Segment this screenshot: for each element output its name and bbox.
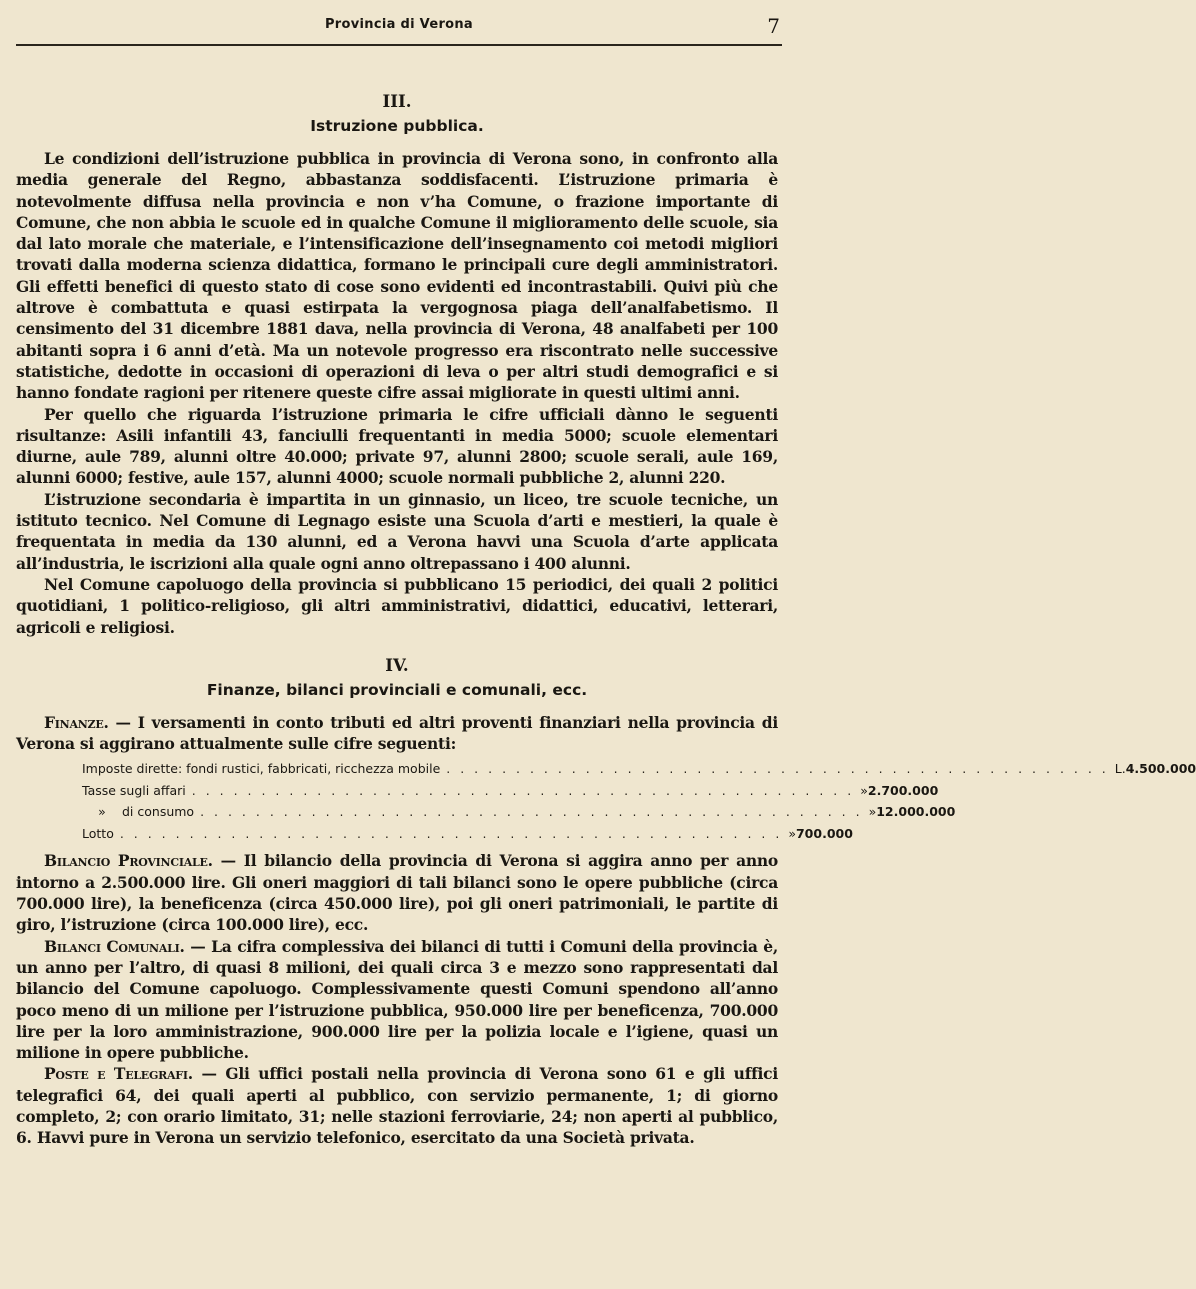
poste-telegrafi-lead: Poste e Telegrafi. <box>44 1064 193 1084</box>
finance-row <box>82 801 956 823</box>
finance-row-amount: 700.000 <box>795 825 853 841</box>
ditto-mark: » <box>98 804 106 820</box>
finance-row-unit: » <box>860 782 868 798</box>
poste-telegrafi-text: — Gli uffici postali nella provincia di Verona sono 61 e gli uffici telegrafici 64, dei quali aperti al pubblico, con servizio permanente, 1; di giorno completo, 2; con orario limitato, 31; nelle stazioni ferroviarie, 24; non aperti al pubblico, 6. Havvi pure in Verona un servizio telefonico, esercitato da una Società privata. <box>16 1064 778 1148</box>
page-number: 7 <box>767 14 780 38</box>
paragraph-poste-telegrafi <box>16 1063 778 1148</box>
paragraph-istruzione-3: L’istruzione secondaria è impartita in un ginnasio, un liceo, tre scuole tecniche, un istituto tecnico. Nel Comune di Legnago esiste una Scuola d’arti e mestieri, la quale è frequentata in media da 130 alunni, ed a Verona havvi una Scuola d’arte applicata all’industria, le iscrizioni alla quale ogni anno oltrepassano i 400 alunni. <box>16 489 778 573</box>
bilanci-comunali-text: — La cifra complessiva dei bilanci di tutti i Comuni della provincia è, un anno per l’altro, di quasi 8 milioni, dei quali circa 3 e mezzo sono rappresentati dal bilancio del Comune capoluogo. Complessivamente questi Comuni spendono all’anno poco meno di un milione per l’istruzione pubblica, 950.000 lire per beneficenza, 700.000 lire per la loro amministrazione, 900.000 lire per la polizia locale e l’igiene, quasi un milione in opere pubbliche. <box>16 936 779 1063</box>
section-number-iv: IV. <box>385 655 409 675</box>
finanze-text: — I versamenti in conto tributi ed altri proventi finanziari nella provincia di Verona si aggirano attualmente sulle cifre seguenti: <box>16 712 778 754</box>
bilanci-comunali-lead: Bilanci Comunali. <box>44 936 185 956</box>
leader-dots: . . . . . . . . . . . . . . . . . . . . . . . . . . . . . . . . . . . . . . . . . . . . . . . . <box>200 804 863 820</box>
finance-row-unit: L. <box>1114 761 1126 777</box>
section-title-istruzione: Istruzione pubblica. <box>310 117 484 135</box>
paragraph-istruzione-1: Le condizioni dell’istruzione pubblica in provincia di Verona sono, in confronto alla media generale del Regno, abbastanza soddisfacenti. L’istruzione primaria è notevolmente diffusa nella provincia e non v’ha Comune, o frazione importante di Comune, che non abbia le scuole ed in qualche Comune il miglioramento delle scuole, sia dal lato morale che materiale, e l’intensificazione dell’insegnamento coi metodi migliori trovati dalla moderna scienza didattica, formano le principali cure degli amministratori. Gli effetti benefici di questo stato di cose sono evidenti ed incontrastabili. Quivi più che altrove è combattuta e quasi estirpata la vergognosa piaga dell’analfabetismo. Il censimento del 31 dicembre 1881 dava, nella provincia di Verona, 48 analfabeti per 100 abitanti sopra i 6 anni d’età. Ma un notevole progresso era riscontrato nelle successive statistiche, dedotte in occasioni di operazioni di leva o per altri studi demografici e si hanno fondate ragioni per ritenere queste cifre assai migliorate in questi ultimi anni. <box>16 149 778 403</box>
finance-row-unit: » <box>868 804 877 820</box>
finance-row-label-text: di consumo <box>122 804 195 820</box>
paragraph-bilancio-provinciale <box>16 850 778 935</box>
running-header <box>16 14 782 46</box>
paragraph-finanze <box>16 712 778 755</box>
bilancio-provinciale-lead: Bilancio Provinciale. <box>44 851 213 871</box>
paragraph-istruzione-4: Nel Comune capoluogo della provincia si pubblicano 15 periodici, dei quali 2 politici quotidiani, 1 politico-religioso, gli altri amministrativi, didattici, educativi, letterari, agricoli e religiosi. <box>16 574 778 637</box>
finance-row <box>82 823 853 845</box>
finance-row <box>82 780 939 802</box>
finance-row <box>82 758 1196 780</box>
finance-row-unit: » <box>788 825 796 841</box>
finance-row-label: Tasse sugli affari <box>82 782 186 798</box>
finance-row-amount: 12.000.000 <box>876 804 956 820</box>
finance-row-label <box>82 801 194 823</box>
finance-row-amount: 4.500.000 <box>1125 761 1196 777</box>
finanze-lead: Finanze. <box>44 712 109 732</box>
leader-dots: . . . . . . . . . . . . . . . . . . . . . . . . . . . . . . . . . . . . . . . . . . . . . . . . <box>119 825 783 841</box>
leader-dots: . . . . . . . . . . . . . . . . . . . . . . . . . . . . . . . . . . . . . . . . . . . . . . . . <box>446 761 1109 777</box>
paragraph-bilanci-comunali <box>16 936 778 1064</box>
paragraph-istruzione-2: Per quello che riguarda l’istruzione primaria le cifre ufficiali dànno le seguenti risultanze: Asili infantili 43, fanciulli frequentanti in media 5000; scuole elementari diurne, aule 789, alunni oltre 40.000; private 97, alunni 2800; scuole serali, aule 169, alunni 6000; festive, aule 157, alunni 4000; scuole normali pubbliche 2, alunni 220. <box>16 404 778 488</box>
leader-dots: . . . . . . . . . . . . . . . . . . . . . . . . . . . . . . . . . . . . . . . . . . . . . . . . <box>191 782 855 798</box>
finance-row-amount: 2.700.000 <box>867 782 939 798</box>
section-number-iii: III. <box>382 92 412 111</box>
finance-row-label: Imposte dirette: fondi rustici, fabbricati, ricchezza mobile <box>82 761 441 777</box>
bilancio-provinciale-text: — Il bilancio della provincia di Verona si aggira anno per anno intorno a 2.500.000 lire. Gli oneri maggiori di tali bilanci sono le opere pubbliche (circa 700.000 lire), la beneficenza (circa 450.000 lire), poi gli oneri patrimoniali, le partite di giro, l’istruzione (circa 100.000 lire), ecc. <box>16 851 778 935</box>
finance-row-label: Lotto <box>82 825 114 841</box>
page-content <box>16 90 1196 1149</box>
section-title-finanze: Finanze, bilanci provinciali e comunali, ecc. <box>206 680 588 699</box>
finance-table <box>82 758 1196 844</box>
running-title: Provincia di Verona <box>324 17 474 32</box>
